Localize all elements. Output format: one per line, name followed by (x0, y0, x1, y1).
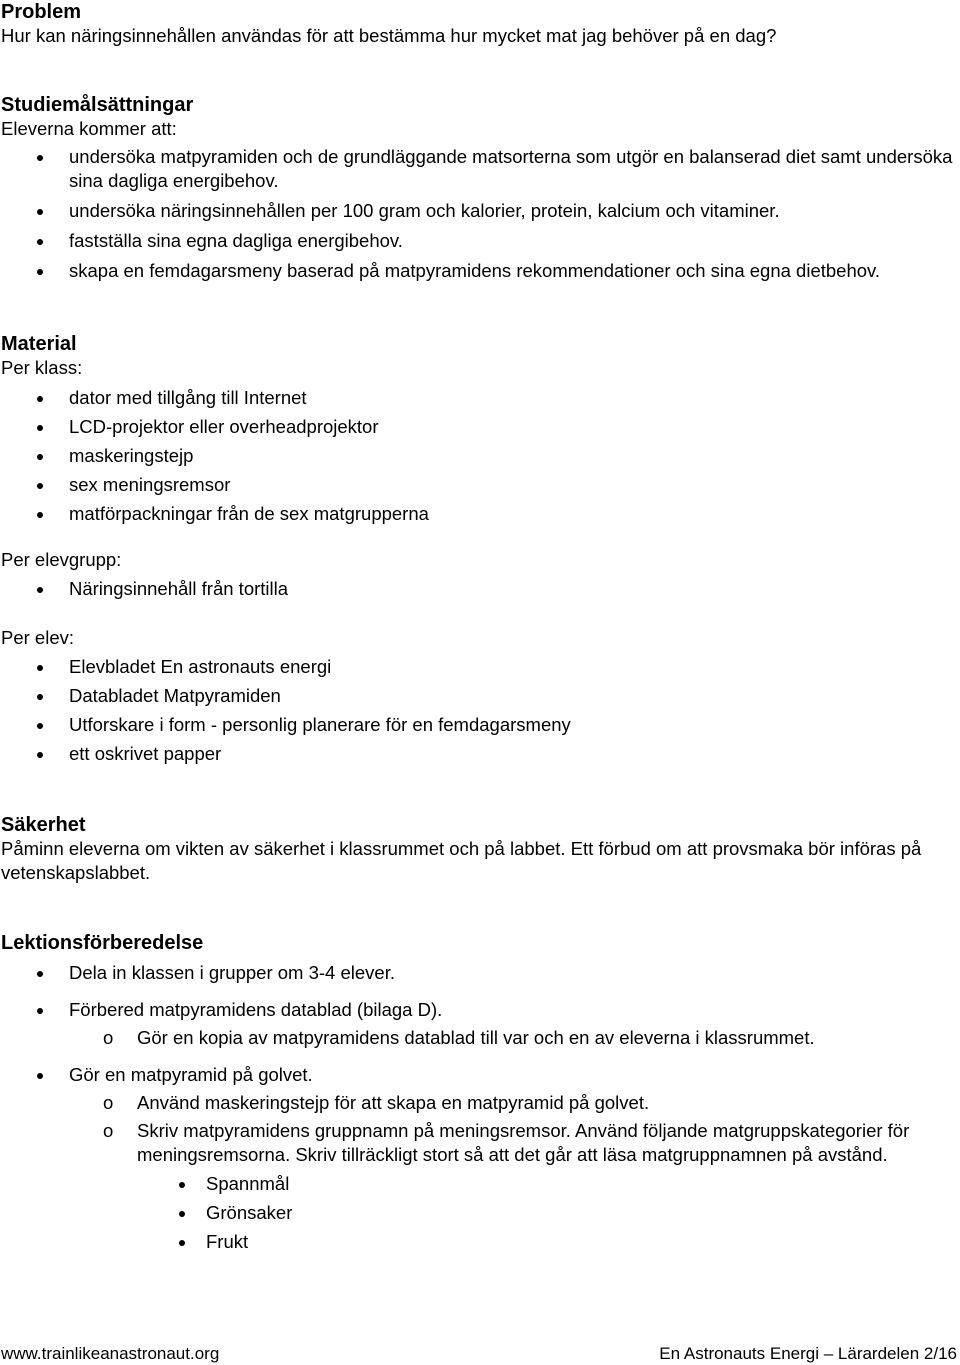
list-item: LCD-projektor eller overheadprojektor (1, 415, 956, 439)
page-footer (1, 1343, 957, 1365)
material-class-list (1, 386, 956, 526)
goals-heading: Studiemålsättningar (1, 94, 194, 116)
goals-list (1, 145, 956, 283)
list-item: o Skriv matpyramidens gruppnamn på meningsremsor. Använd följande matgruppskategorier för meningsremsorna. Skriv tillräckligt stort så att det går att läsa matgruppnamnen på avstånd. (1, 1119, 956, 1167)
footer-url: www.trainlikeanastronaut.org (1, 1344, 220, 1363)
list-item: Näringsinnehåll från tortilla (1, 577, 956, 601)
list-item: ett oskrivet papper (1, 742, 956, 766)
material-heading: Material (1, 333, 77, 355)
material-student-label: Per elev: (1, 627, 75, 648)
goals-intro: Eleverna kommer att: (1, 118, 177, 139)
footer-title: En Astronauts Energi – Lärardelen 2/16 (659, 1344, 957, 1363)
document-page (1, 0, 956, 1254)
list-item: o Använd maskeringstejp för att skapa en matpyramid på golvet. (1, 1091, 956, 1115)
problem-heading: Problem (1, 1, 82, 23)
list-item: Dela in klassen i grupper om 3-4 elever. (1, 961, 956, 985)
list-item: Spannmål (1, 1172, 956, 1196)
list-item: undersöka näringsinnehållen per 100 gram och kalorier, protein, kalcium och vitaminer. (1, 199, 956, 223)
list-item: Gör en matpyramid på golvet. (1, 1063, 956, 1087)
prep-list (1, 961, 956, 1254)
list-item: fastställa sina egna dagliga energibehov. (1, 229, 956, 253)
safety-heading: Säkerhet (1, 814, 86, 836)
prep-heading: Lektionsförberedelse (1, 932, 204, 954)
safety-text: Påminn eleverna om vikten av säkerhet i klassrummet och på labbet. Ett förbud om att provsmaka bör införas på vetenskapslabbet. (1, 838, 922, 883)
list-item: Databladet Matpyramiden (1, 684, 956, 708)
list-item: skapa en femdagarsmeny baserad på matpyramidens rekommendationer och sina egna dietbehov. (1, 259, 956, 283)
list-item: sex meningsremsor (1, 473, 956, 497)
list-item: o Gör en kopia av matpyramidens datablad till var och en av eleverna i klassrummet. (1, 1026, 956, 1050)
material-group-label: Per elevgrupp: (1, 549, 122, 570)
list-item: matförpackningar från de sex matgrupperna (1, 502, 956, 526)
list-item: dator med tillgång till Internet (1, 386, 956, 410)
material-group-list (1, 577, 956, 601)
material-class-label: Per klass: (1, 357, 83, 378)
list-item: Elevbladet En astronauts energi (1, 655, 956, 679)
list-item: Förbered matpyramidens datablad (bilaga D). (1, 998, 956, 1022)
material-student-list (1, 655, 956, 766)
list-item: undersöka matpyramiden och de grundläggande matsorterna som utgör en balanserad diet samt undersöka sina dagliga energibehov. (1, 145, 956, 193)
list-item: Utforskare i form - personlig planerare för en femdagarsmeny (1, 713, 956, 737)
list-item: Grönsaker (1, 1201, 956, 1225)
list-item: Frukt (1, 1230, 956, 1254)
list-item: maskeringstejp (1, 444, 956, 468)
problem-text: Hur kan näringsinnehållen användas för att bestämma hur mycket mat jag behöver på en dag? (1, 25, 777, 46)
